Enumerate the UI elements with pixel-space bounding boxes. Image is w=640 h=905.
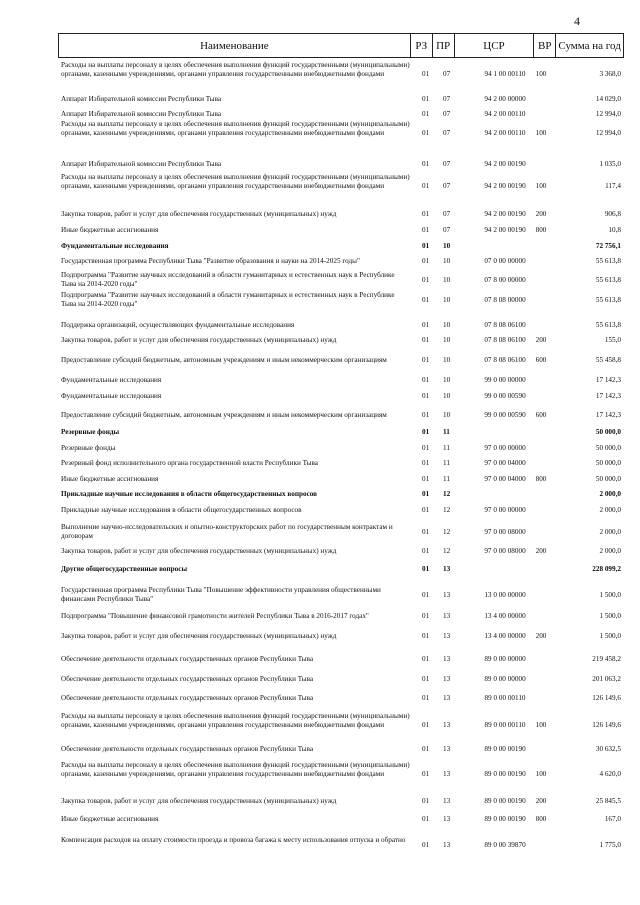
row-name: Закупка товаров, работ и услуг для обеспечения государственных (муниципальных) нужд xyxy=(61,631,337,640)
row-pr: 11 xyxy=(443,427,450,436)
row-name: Предоставление субсидий бюджетным, автономным учреждениям и иным некоммерческим организациям xyxy=(61,355,387,364)
row-sum: 55 613,8 xyxy=(595,275,621,284)
row-csr: 07 8 00 00000 xyxy=(484,275,526,284)
table-row xyxy=(58,226,624,235)
row-csr: 13 4 00 00000 xyxy=(484,611,526,620)
table-row xyxy=(58,675,624,684)
table-row xyxy=(58,242,624,251)
table-row xyxy=(58,210,624,219)
row-sum: 55 458,8 xyxy=(595,355,621,364)
row-rz: 01 xyxy=(422,654,430,663)
row-vr: 200 xyxy=(535,546,547,555)
row-csr: 99 0 00 00590 xyxy=(484,391,526,400)
row-rz: 01 xyxy=(422,320,430,329)
row-name: Закупка товаров, работ и услуг для обеспечения государственных (муниципальных) нужд xyxy=(61,546,337,555)
row-rz: 01 xyxy=(422,744,430,753)
row-csr: 13 4 00 00000 xyxy=(484,631,526,640)
header-sum: Сумма на год xyxy=(558,39,621,52)
row-name: Предоставление субсидий бюджетным, автономным учреждениям и иным некоммерческим организациям xyxy=(61,410,387,419)
row-sum: 12 994,0 xyxy=(595,128,621,137)
row-sum: 1 035,0 xyxy=(599,159,621,168)
table-row xyxy=(58,586,624,604)
row-csr: 94 2 00 00190 xyxy=(484,225,526,234)
table-row xyxy=(58,523,624,541)
row-pr: 13 xyxy=(443,611,451,620)
row-sum: 126 149,6 xyxy=(592,720,621,729)
row-sum: 17 142,3 xyxy=(595,375,621,384)
row-name: Подпрограмма "Повышение финансовой грамотности жителей Республики Тыва в 2016-2017 годах" xyxy=(61,611,369,620)
row-rz: 01 xyxy=(422,564,430,573)
row-sum: 2 000,0 xyxy=(599,527,621,536)
row-sum: 55 613,8 xyxy=(595,295,621,304)
row-vr: 200 xyxy=(535,631,547,640)
table-row xyxy=(58,632,624,641)
row-vr: 100 xyxy=(535,181,547,190)
row-name: Аппарат Избирательной комиссии Республики Тыва xyxy=(61,109,222,118)
row-name: Аппарат Избирательной комиссии Республики Тыва xyxy=(61,94,222,103)
table-header xyxy=(58,33,624,58)
row-vr: 200 xyxy=(535,796,547,805)
row-csr: 97 0 00 08000 xyxy=(484,546,526,555)
row-name: Расходы на выплаты персоналу в целях обеспечения выполнения функций государственными (муниципальными) органами, казенными учреждениями, органами управления государственными внебюджетными фондами xyxy=(61,119,410,137)
row-csr: 07 8 08 06100 xyxy=(484,355,526,364)
header-pr: ПР xyxy=(433,34,455,57)
row-name: Расходы на выплаты персоналу в целях обеспечения выполнения функций государственными (муниципальными) органами, казенными учреждениями, органами управления государственными внебюджетными фондами xyxy=(61,711,410,729)
row-csr: 97 0 00 04000 xyxy=(484,474,526,483)
table-row xyxy=(58,376,624,385)
row-sum: 25 845,5 xyxy=(595,796,621,805)
row-csr: 89 0 00 00190 xyxy=(484,796,526,805)
row-name: Прикладные научные исследования в области общегосударственных вопросов xyxy=(61,489,318,498)
row-name: Расходы на выплаты персоналу в целях обеспечения выполнения функций государственными (муниципальными) органами, казенными учреждениями, органами управления государственными внебюджетными фондами xyxy=(61,60,410,78)
row-pr: 13 xyxy=(443,744,451,753)
table-row xyxy=(58,392,624,401)
row-csr: 89 0 00 00000 xyxy=(484,674,526,683)
row-name: Поддержка организаций, осуществляющих фундаментальные исследования xyxy=(61,320,295,329)
header-name: Наименование xyxy=(59,34,411,57)
row-sum: 2 000,0 xyxy=(599,546,621,555)
row-csr: 94 2 00 00000 xyxy=(484,94,526,103)
row-rz: 01 xyxy=(422,674,430,683)
page-number: 4 xyxy=(574,14,580,28)
row-rz: 01 xyxy=(422,611,430,620)
row-sum: 12 994,0 xyxy=(595,109,621,118)
row-pr: 10 xyxy=(443,295,451,304)
row-sum: 1 500,0 xyxy=(599,611,621,620)
row-pr: 13 xyxy=(443,840,451,849)
row-rz: 01 xyxy=(422,159,430,168)
row-sum: 1 775,0 xyxy=(599,840,621,849)
row-rz: 01 xyxy=(422,458,430,467)
table-row xyxy=(58,459,624,468)
row-pr: 13 xyxy=(443,693,451,702)
row-name: Резервные фонды xyxy=(61,427,120,436)
row-rz: 01 xyxy=(422,505,430,514)
table-row xyxy=(58,655,624,664)
row-sum: 30 632,5 xyxy=(595,744,621,753)
row-rz: 01 xyxy=(422,391,430,400)
row-sum: 167,0 xyxy=(604,814,621,823)
row-pr: 13 xyxy=(443,796,451,805)
row-sum: 10,8 xyxy=(608,225,621,234)
row-name: Обеспечение деятельности отдельных государственных органов Республики Тыва xyxy=(61,674,314,683)
row-pr: 10 xyxy=(443,375,451,384)
row-csr: 94 2 00 00190 xyxy=(484,209,526,218)
row-vr: 100 xyxy=(535,128,547,137)
table-row xyxy=(58,110,624,119)
row-csr: 89 0 00 00190 xyxy=(484,769,526,778)
row-rz: 01 xyxy=(422,631,430,640)
row-sum: 3 368,0 xyxy=(599,69,621,78)
row-pr: 10 xyxy=(443,355,451,364)
row-name: Обеспечение деятельности отдельных государственных органов Республики Тыва xyxy=(61,693,314,702)
row-name: Закупка товаров, работ и услуг для обеспечения государственных (муниципальных) нужд xyxy=(61,796,337,805)
row-sum: 4 620,0 xyxy=(599,769,621,778)
row-name: Иные бюджетные ассигнования xyxy=(61,814,159,823)
row-csr: 07 8 08 06100 xyxy=(484,335,526,344)
row-name: Государственная программа Республики Тыва "Развитие образования и науки на 2014-2025 годы" xyxy=(61,256,360,265)
row-rz: 01 xyxy=(422,128,430,137)
row-sum: 228 099,2 xyxy=(592,564,621,573)
row-pr: 13 xyxy=(443,769,451,778)
row-pr: 10 xyxy=(443,410,451,419)
row-name: Подпрограмма "Развитие научных исследований в области гуманитарных и естественных наук в Республике Тыва на 2014-2020 годы" xyxy=(61,291,395,308)
row-rz: 01 xyxy=(422,94,430,103)
row-pr: 07 xyxy=(443,94,451,103)
row-vr: 100 xyxy=(535,769,547,778)
row-sum: 126 149,6 xyxy=(592,693,621,702)
row-name: Расходы на выплаты персоналу в целях обеспечения выполнения функций государственными (муниципальными) органами, казенными учреждениями, органами управления государственными внебюджетными фондами xyxy=(61,760,410,778)
row-pr: 07 xyxy=(443,159,451,168)
table-row xyxy=(58,745,624,754)
table-row xyxy=(58,173,624,200)
row-sum: 906,8 xyxy=(604,209,621,218)
row-pr: 07 xyxy=(443,225,451,234)
row-name: Другие общегосударственные вопросы xyxy=(61,564,188,573)
row-pr: 10 xyxy=(443,275,451,284)
row-rz: 01 xyxy=(422,693,430,702)
row-name: Государственная программа Республики Тыва "Повышение эффективности управления общественными финансами Республики Тыва" xyxy=(61,586,381,603)
row-name: Резервные фонды xyxy=(61,443,116,452)
row-csr: 94 2 00 00110 xyxy=(484,128,526,137)
table-row xyxy=(58,506,624,515)
row-rz: 01 xyxy=(422,769,430,778)
row-csr: 97 0 00 00000 xyxy=(484,505,526,514)
table-row xyxy=(58,321,624,330)
row-rz: 01 xyxy=(422,256,430,265)
row-name: Обеспечение деятельности отдельных государственных органов Республики Тыва xyxy=(61,654,314,663)
header-vr: ВР xyxy=(534,34,556,57)
table-row xyxy=(58,444,624,453)
row-csr: 89 0 00 00190 xyxy=(484,814,526,823)
row-pr: 10 xyxy=(443,335,451,344)
row-vr: 100 xyxy=(535,69,547,78)
row-rz: 01 xyxy=(422,489,430,498)
row-name: Фундаментальные исследования xyxy=(61,375,162,384)
row-pr: 13 xyxy=(443,654,451,663)
row-pr: 13 xyxy=(443,720,451,729)
row-vr: 600 xyxy=(535,355,547,364)
row-name: Иные бюджетные ассигнования xyxy=(61,474,159,483)
row-sum: 55 613,8 xyxy=(595,256,621,265)
row-sum: 17 142,3 xyxy=(595,410,621,419)
row-csr: 13 0 00 00000 xyxy=(484,590,526,599)
row-rz: 01 xyxy=(422,355,430,364)
row-name: Выполнение научно-исследовательских и опытно-конструкторских работ по государственным контрактам и договорам xyxy=(61,523,393,540)
row-sum: 2 000,0 xyxy=(599,505,621,514)
table-row xyxy=(58,160,624,169)
row-csr: 99 0 00 00590 xyxy=(484,410,526,419)
row-csr: 99 0 00 00000 xyxy=(484,375,526,384)
row-name: Подпрограмма "Развитие научных исследований в области гуманитарных и естественных наук в Республике Тыва на 2014-2020 годы" xyxy=(61,271,395,288)
table-row xyxy=(58,61,624,88)
row-pr: 07 xyxy=(443,181,451,190)
table-row xyxy=(58,815,624,824)
table-row xyxy=(58,411,624,420)
row-pr: 07 xyxy=(443,209,451,218)
row-csr: 94 2 00 00110 xyxy=(484,109,526,118)
table-row xyxy=(58,257,624,266)
row-csr: 07 8 08 06100 xyxy=(484,320,526,329)
table-row xyxy=(58,95,624,104)
row-vr: 200 xyxy=(535,335,547,344)
row-rz: 01 xyxy=(422,375,430,384)
row-pr: 13 xyxy=(443,590,451,599)
row-csr: 94 2 00 00190 xyxy=(484,159,526,168)
row-rz: 01 xyxy=(422,181,430,190)
row-pr: 13 xyxy=(443,564,451,573)
row-csr: 89 0 00 00000 xyxy=(484,654,526,663)
header-csr: ЦСР xyxy=(455,34,535,57)
row-sum: 50 000,0 xyxy=(595,427,621,436)
row-sum: 201 063,2 xyxy=(592,674,621,683)
row-rz: 01 xyxy=(422,720,430,729)
row-rz: 01 xyxy=(422,474,430,483)
row-vr: 800 xyxy=(535,225,547,234)
row-vr: 600 xyxy=(535,410,547,419)
table-row xyxy=(58,694,624,703)
row-sum: 72 756,1 xyxy=(595,241,621,250)
row-name: Расходы на выплаты персоналу в целях обеспечения выполнения функций государственными (муниципальными) органами, казенными учреждениями, органами управления государственными внебюджетными фондами xyxy=(61,172,410,190)
table-row xyxy=(58,612,624,621)
row-csr: 89 0 00 39870 xyxy=(484,840,526,849)
row-sum: 50 000,0 xyxy=(595,458,621,467)
row-rz: 01 xyxy=(422,590,430,599)
row-pr: 07 xyxy=(443,128,451,137)
table-row xyxy=(58,712,624,739)
row-rz: 01 xyxy=(422,410,430,419)
row-csr: 97 0 00 08000 xyxy=(484,527,526,536)
row-rz: 01 xyxy=(422,209,430,218)
table-row xyxy=(58,120,624,147)
row-name: Закупка товаров, работ и услуг для обеспечения государственных (муниципальных) нужд xyxy=(61,209,337,218)
row-rz: 01 xyxy=(422,295,430,304)
row-pr: 10 xyxy=(443,391,451,400)
row-name: Компенсация расходов на оплату стоимости проезда и провоза багажа к месту использования отпуска и обратно xyxy=(61,836,406,844)
row-rz: 01 xyxy=(422,840,430,849)
row-csr: 97 0 00 00000 xyxy=(484,443,526,452)
row-name: Фундаментальные исследования xyxy=(61,391,162,400)
row-sum: 17 142,3 xyxy=(595,391,621,400)
table-row xyxy=(58,547,624,556)
row-pr: 13 xyxy=(443,814,451,823)
row-name: Иные бюджетные ассигнования xyxy=(61,225,159,234)
header-rz: РЗ xyxy=(411,34,433,57)
row-vr: 800 xyxy=(535,474,547,483)
table-row xyxy=(58,428,624,437)
row-name: Прикладные научные исследования в области общегосударственных вопросов xyxy=(61,505,302,514)
row-sum: 50 000,0 xyxy=(595,443,621,452)
row-pr: 07 xyxy=(443,69,451,78)
row-pr: 10 xyxy=(443,241,451,250)
table-row xyxy=(58,271,624,289)
row-name: Закупка товаров, работ и услуг для обеспечения государственных (муниципальных) нужд xyxy=(61,335,337,344)
row-rz: 01 xyxy=(422,796,430,805)
row-rz: 01 xyxy=(422,241,430,250)
row-pr: 13 xyxy=(443,674,451,683)
row-rz: 01 xyxy=(422,546,430,555)
row-pr: 12 xyxy=(443,505,451,514)
row-csr: 89 0 00 00110 xyxy=(484,693,526,702)
row-pr: 10 xyxy=(443,256,451,265)
row-rz: 01 xyxy=(422,814,430,823)
row-pr: 07 xyxy=(443,109,451,118)
row-pr: 13 xyxy=(443,631,451,640)
table-row xyxy=(58,565,624,574)
row-csr: 94 2 00 00190 xyxy=(484,181,526,190)
row-rz: 01 xyxy=(422,427,430,436)
row-csr: 89 0 00 00110 xyxy=(484,720,526,729)
row-vr: 800 xyxy=(535,814,547,823)
row-name: Обеспечение деятельности отдельных государственных органов Республики Тыва xyxy=(61,744,314,753)
row-sum: 1 500,0 xyxy=(599,631,621,640)
table-row xyxy=(58,475,624,484)
table-row xyxy=(58,291,624,309)
row-name: Резервный фонд исполнительного органа государственной власти Республики Тыва xyxy=(61,458,318,467)
row-csr: 94 1 00 00110 xyxy=(484,69,526,78)
row-pr: 11 xyxy=(443,474,450,483)
row-pr: 12 xyxy=(443,527,451,536)
row-pr: 12 xyxy=(443,546,451,555)
table-row xyxy=(58,797,624,806)
row-csr: 07 0 00 00000 xyxy=(484,256,526,265)
row-sum: 219 458,2 xyxy=(592,654,621,663)
table-row xyxy=(58,761,624,788)
row-name: Аппарат Избирательной комиссии Республики Тыва xyxy=(61,159,222,168)
row-csr: 89 0 00 00190 xyxy=(484,744,526,753)
row-rz: 01 xyxy=(422,527,430,536)
table-row xyxy=(58,356,624,365)
row-pr: 12 xyxy=(443,489,451,498)
row-rz: 01 xyxy=(422,275,430,284)
row-csr: 97 0 00 04000 xyxy=(484,458,526,467)
table-row xyxy=(58,336,624,345)
table-row xyxy=(58,490,624,499)
row-csr: 07 8 08 00000 xyxy=(484,295,526,304)
table-row xyxy=(58,836,624,854)
row-pr: 10 xyxy=(443,320,451,329)
row-rz: 01 xyxy=(422,69,430,78)
row-vr: 100 xyxy=(535,720,547,729)
row-sum: 55 613,8 xyxy=(595,320,621,329)
row-rz: 01 xyxy=(422,443,430,452)
row-rz: 01 xyxy=(422,225,430,234)
row-sum: 2 000,0 xyxy=(599,489,621,498)
row-sum: 14 029,0 xyxy=(595,94,621,103)
row-sum: 1 500,0 xyxy=(599,590,621,599)
row-pr: 11 xyxy=(443,458,450,467)
row-sum: 117,4 xyxy=(605,181,621,190)
row-name: Фундаментальные исследования xyxy=(61,241,169,250)
row-rz: 01 xyxy=(422,109,430,118)
row-sum: 155,0 xyxy=(604,335,621,344)
row-sum: 50 000,0 xyxy=(595,474,621,483)
row-vr: 200 xyxy=(535,209,547,218)
row-pr: 11 xyxy=(443,443,450,452)
row-rz: 01 xyxy=(422,335,430,344)
